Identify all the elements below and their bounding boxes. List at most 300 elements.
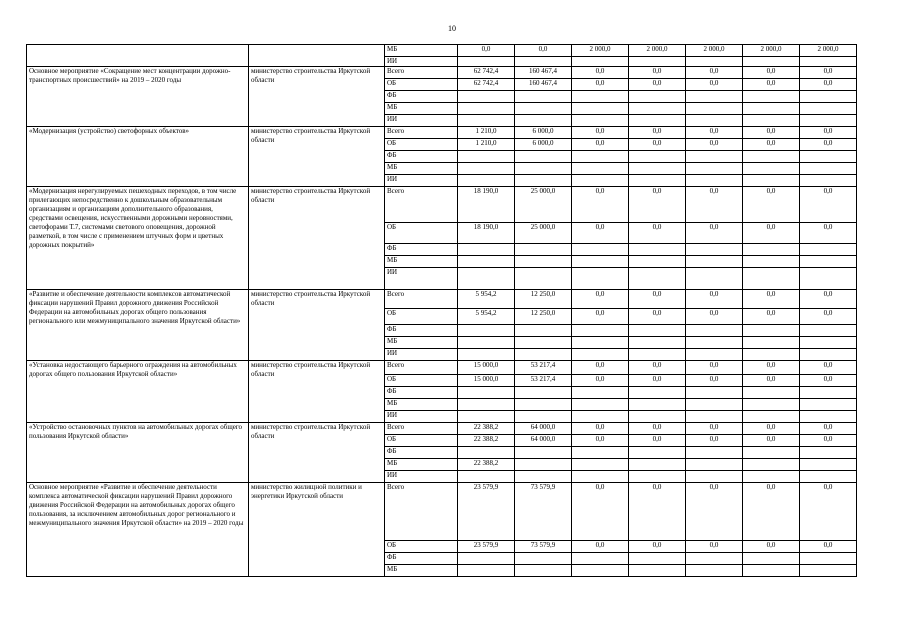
funding-source-cell: МБ: [385, 459, 458, 471]
amount-cell: [800, 471, 857, 483]
amount-cell: [629, 268, 686, 290]
amount-cell: [572, 553, 629, 565]
amount-cell: 0,0: [629, 187, 686, 223]
amount-cell: [800, 553, 857, 565]
funding-source-cell: ОБ: [385, 223, 458, 244]
amount-cell: [458, 91, 515, 103]
amount-cell: 0,0: [800, 309, 857, 325]
funding-source-cell: ОБ: [385, 79, 458, 91]
amount-cell: 0,0: [800, 375, 857, 387]
amount-cell: 0,0: [629, 483, 686, 541]
funding-source-cell: ФБ: [385, 91, 458, 103]
amount-cell: 0,0: [572, 423, 629, 435]
amount-cell: 0,0: [743, 290, 800, 309]
funding-source-cell: ФБ: [385, 447, 458, 459]
amount-cell: 0,0: [572, 290, 629, 309]
responsible-org-cell: министерство строительства Иркутской области: [249, 423, 385, 483]
amount-cell: 0,0: [743, 375, 800, 387]
amount-cell: [629, 175, 686, 187]
amount-cell: 0,0: [629, 79, 686, 91]
amount-cell: [458, 387, 515, 399]
amount-cell: [629, 57, 686, 67]
amount-cell: 53 217,4: [515, 375, 572, 387]
amount-cell: [743, 411, 800, 423]
measure-description-cell: [27, 45, 249, 67]
funding-source-cell: ОБ: [385, 375, 458, 387]
amount-cell: 2 000,0: [629, 45, 686, 57]
amount-cell: [572, 447, 629, 459]
amount-cell: 0,0: [686, 375, 743, 387]
amount-cell: 0,0: [629, 223, 686, 244]
amount-cell: [686, 553, 743, 565]
measure-description-cell: «Установка недостающего барьерного ограждения на автомобильных дорогах общего пользования Иркутской области»: [27, 361, 249, 423]
amount-cell: 0,0: [572, 67, 629, 79]
amount-cell: 0,0: [629, 541, 686, 553]
funding-source-cell: ФБ: [385, 387, 458, 399]
amount-cell: [458, 411, 515, 423]
amount-cell: [800, 565, 857, 577]
amount-cell: [800, 268, 857, 290]
amount-cell: [743, 553, 800, 565]
amount-cell: 0,0: [629, 375, 686, 387]
amount-cell: [629, 163, 686, 175]
amount-cell: 1 210,0: [458, 139, 515, 151]
amount-cell: 2 000,0: [800, 45, 857, 57]
funding-source-cell: МБ: [385, 45, 458, 57]
amount-cell: [686, 387, 743, 399]
amount-cell: [686, 349, 743, 361]
amount-cell: [629, 337, 686, 349]
amount-cell: [515, 103, 572, 115]
table-row: [27, 187, 857, 223]
amount-cell: [515, 565, 572, 577]
amount-cell: 0,0: [686, 361, 743, 375]
amount-cell: 0,0: [800, 187, 857, 223]
amount-cell: [458, 337, 515, 349]
amount-cell: [743, 103, 800, 115]
amount-cell: [800, 151, 857, 163]
amount-cell: 0,0: [800, 67, 857, 79]
amount-cell: [458, 151, 515, 163]
amount-cell: [572, 115, 629, 127]
amount-cell: [686, 163, 743, 175]
amount-cell: 0,0: [743, 139, 800, 151]
amount-cell: 0,0: [800, 435, 857, 447]
budget-table: [26, 44, 857, 577]
amount-cell: [458, 244, 515, 256]
amount-cell: [515, 175, 572, 187]
amount-cell: 160 467,4: [515, 67, 572, 79]
amount-cell: [686, 411, 743, 423]
amount-cell: [743, 163, 800, 175]
amount-cell: 0,0: [743, 187, 800, 223]
amount-cell: 15 000,0: [458, 375, 515, 387]
amount-cell: 0,0: [572, 435, 629, 447]
amount-cell: 0,0: [629, 361, 686, 375]
amount-cell: 0,0: [800, 483, 857, 541]
responsible-org-cell: министерство строительства Иркутской области: [249, 67, 385, 127]
amount-cell: [515, 447, 572, 459]
funding-source-cell: ОБ: [385, 309, 458, 325]
table-row: [27, 361, 857, 375]
amount-cell: 0,0: [743, 309, 800, 325]
amount-cell: 2 000,0: [743, 45, 800, 57]
amount-cell: [458, 565, 515, 577]
amount-cell: 25 000,0: [515, 187, 572, 223]
amount-cell: [515, 387, 572, 399]
amount-cell: 6 000,0: [515, 139, 572, 151]
funding-source-cell: ИИ: [385, 57, 458, 67]
amount-cell: [686, 151, 743, 163]
amount-cell: [686, 447, 743, 459]
responsible-org-cell: министерство жилищной политики и энергетики Иркутской области: [249, 483, 385, 577]
amount-cell: [572, 268, 629, 290]
amount-cell: 0,0: [572, 127, 629, 139]
amount-cell: 62 742,4: [458, 79, 515, 91]
amount-cell: [458, 447, 515, 459]
amount-cell: 0,0: [800, 139, 857, 151]
amount-cell: [572, 337, 629, 349]
amount-cell: [458, 399, 515, 411]
amount-cell: [743, 325, 800, 337]
amount-cell: [629, 151, 686, 163]
amount-cell: [800, 349, 857, 361]
amount-cell: [629, 399, 686, 411]
amount-cell: [743, 91, 800, 103]
funding-source-cell: МБ: [385, 103, 458, 115]
amount-cell: 73 579,9: [515, 541, 572, 553]
amount-cell: 22 388,2: [458, 435, 515, 447]
amount-cell: 0,0: [743, 435, 800, 447]
amount-cell: [515, 553, 572, 565]
amount-cell: [743, 151, 800, 163]
amount-cell: [515, 325, 572, 337]
amount-cell: 0,0: [743, 361, 800, 375]
amount-cell: [800, 411, 857, 423]
funding-source-cell: ФБ: [385, 244, 458, 256]
table-row: [27, 483, 857, 541]
amount-cell: 18 190,0: [458, 223, 515, 244]
amount-cell: 22 388,2: [458, 459, 515, 471]
amount-cell: [458, 325, 515, 337]
funding-source-cell: МБ: [385, 163, 458, 175]
amount-cell: [629, 447, 686, 459]
amount-cell: 0,0: [686, 541, 743, 553]
amount-cell: [572, 256, 629, 268]
amount-cell: 0,0: [686, 309, 743, 325]
amount-cell: [800, 115, 857, 127]
amount-cell: 0,0: [743, 79, 800, 91]
amount-cell: 0,0: [800, 290, 857, 309]
amount-cell: 0,0: [572, 223, 629, 244]
funding-source-cell: МБ: [385, 337, 458, 349]
amount-cell: [686, 337, 743, 349]
measure-description-cell: Основное мероприятие «Развитие и обеспечение деятельности комплекса автоматической фиксации нарушений Правил дорожного движения Российской Федерации на автомобильных дорогах общего пользования, за исключением автомобильных дорог регионального и межмуниципального значения Иркутской области» на 2019 – 2020 годы: [27, 483, 249, 577]
amount-cell: [743, 57, 800, 67]
funding-source-cell: ИИ: [385, 175, 458, 187]
amount-cell: 0,0: [743, 541, 800, 553]
amount-cell: [629, 471, 686, 483]
amount-cell: [686, 471, 743, 483]
amount-cell: 6 000,0: [515, 127, 572, 139]
amount-cell: [686, 91, 743, 103]
amount-cell: 12 250,0: [515, 290, 572, 309]
amount-cell: 25 000,0: [515, 223, 572, 244]
amount-cell: [743, 387, 800, 399]
amount-cell: [458, 471, 515, 483]
amount-cell: [572, 387, 629, 399]
amount-cell: 64 000,0: [515, 423, 572, 435]
funding-source-cell: Всего: [385, 483, 458, 541]
amount-cell: [629, 387, 686, 399]
amount-cell: [800, 459, 857, 471]
amount-cell: [686, 103, 743, 115]
amount-cell: 0,0: [686, 139, 743, 151]
amount-cell: [800, 325, 857, 337]
table-row: [27, 45, 857, 57]
amount-cell: [686, 459, 743, 471]
funding-source-cell: Всего: [385, 361, 458, 375]
amount-cell: [743, 337, 800, 349]
amount-cell: [515, 151, 572, 163]
amount-cell: [572, 325, 629, 337]
amount-cell: [743, 447, 800, 459]
amount-cell: [686, 565, 743, 577]
amount-cell: [800, 163, 857, 175]
amount-cell: [629, 553, 686, 565]
amount-cell: 0,0: [800, 223, 857, 244]
amount-cell: 0,0: [686, 435, 743, 447]
responsible-org-cell: министерство строительства Иркутской области: [249, 187, 385, 290]
table-row: [27, 127, 857, 139]
amount-cell: 0,0: [743, 67, 800, 79]
budget-table-body: [27, 45, 857, 577]
amount-cell: [800, 57, 857, 67]
amount-cell: 5 954,2: [458, 290, 515, 309]
amount-cell: [743, 268, 800, 290]
amount-cell: 53 217,4: [515, 361, 572, 375]
amount-cell: [458, 57, 515, 67]
funding-source-cell: ОБ: [385, 435, 458, 447]
amount-cell: [629, 244, 686, 256]
amount-cell: [629, 91, 686, 103]
amount-cell: 0,0: [572, 541, 629, 553]
amount-cell: [458, 103, 515, 115]
measure-description-cell: «Модернизация нерегулируемых пешеходных переходов, в том числе прилегающих непосредственно к дошкольным образовательным организациям и организациям дополнительного образования, средствами освещения, искусственными дорожными неровностями, светофорами Т.7, системами светового оповещения, дорожной разметкой, в том числе с применением штучных форм и цветных дорожных покрытий»: [27, 187, 249, 290]
amount-cell: 0,0: [572, 483, 629, 541]
amount-cell: 0,0: [686, 223, 743, 244]
funding-source-cell: ФБ: [385, 325, 458, 337]
amount-cell: [686, 115, 743, 127]
responsible-org-cell: министерство строительства Иркутской области: [249, 127, 385, 187]
funding-source-cell: ИИ: [385, 115, 458, 127]
amount-cell: 0,0: [800, 541, 857, 553]
amount-cell: 0,0: [686, 187, 743, 223]
amount-cell: [686, 399, 743, 411]
table-row: [27, 423, 857, 435]
amount-cell: 5 954,2: [458, 309, 515, 325]
amount-cell: [572, 244, 629, 256]
amount-cell: [572, 459, 629, 471]
responsible-org-cell: министерство строительства Иркутской области: [249, 361, 385, 423]
amount-cell: 0,0: [629, 423, 686, 435]
amount-cell: [515, 337, 572, 349]
responsible-org-cell: [249, 45, 385, 67]
amount-cell: 0,0: [629, 127, 686, 139]
amount-cell: 160 467,4: [515, 79, 572, 91]
funding-source-cell: МБ: [385, 256, 458, 268]
amount-cell: [800, 91, 857, 103]
amount-cell: 0,0: [800, 361, 857, 375]
amount-cell: [743, 459, 800, 471]
measure-description-cell: «Устройство остановочных пунктов на автомобильных дорогах общего пользования Иркутской области»: [27, 423, 249, 483]
amount-cell: [629, 103, 686, 115]
funding-source-cell: ИИ: [385, 411, 458, 423]
amount-cell: [515, 459, 572, 471]
amount-cell: [629, 325, 686, 337]
amount-cell: 0,0: [743, 127, 800, 139]
amount-cell: [515, 57, 572, 67]
amount-cell: 1 210,0: [458, 127, 515, 139]
amount-cell: 18 190,0: [458, 187, 515, 223]
amount-cell: 0,0: [458, 45, 515, 57]
amount-cell: 0,0: [572, 139, 629, 151]
amount-cell: [686, 175, 743, 187]
amount-cell: 2 000,0: [572, 45, 629, 57]
funding-source-cell: Всего: [385, 423, 458, 435]
amount-cell: [743, 256, 800, 268]
funding-source-cell: Всего: [385, 67, 458, 79]
funding-source-cell: МБ: [385, 399, 458, 411]
amount-cell: [572, 471, 629, 483]
amount-cell: [743, 565, 800, 577]
amount-cell: [629, 256, 686, 268]
amount-cell: 23 579,9: [458, 541, 515, 553]
amount-cell: 0,0: [572, 79, 629, 91]
amount-cell: [515, 399, 572, 411]
amount-cell: [515, 411, 572, 423]
amount-cell: [572, 565, 629, 577]
amount-cell: [800, 244, 857, 256]
amount-cell: [458, 349, 515, 361]
amount-cell: [800, 175, 857, 187]
amount-cell: 0,0: [686, 67, 743, 79]
amount-cell: [629, 565, 686, 577]
amount-cell: 0,0: [686, 127, 743, 139]
page-number: 10: [448, 24, 456, 33]
funding-source-cell: ФБ: [385, 553, 458, 565]
amount-cell: [686, 57, 743, 67]
amount-cell: [686, 268, 743, 290]
amount-cell: [743, 399, 800, 411]
funding-source-cell: ФБ: [385, 151, 458, 163]
amount-cell: [572, 103, 629, 115]
funding-source-cell: ИИ: [385, 471, 458, 483]
funding-source-cell: Всего: [385, 290, 458, 309]
amount-cell: 0,0: [800, 79, 857, 91]
amount-cell: [458, 553, 515, 565]
amount-cell: [743, 349, 800, 361]
amount-cell: [572, 411, 629, 423]
amount-cell: [743, 471, 800, 483]
amount-cell: [515, 115, 572, 127]
amount-cell: [515, 91, 572, 103]
amount-cell: 0,0: [686, 423, 743, 435]
amount-cell: 0,0: [629, 435, 686, 447]
amount-cell: 0,0: [629, 67, 686, 79]
amount-cell: 0,0: [572, 187, 629, 223]
amount-cell: 0,0: [629, 139, 686, 151]
amount-cell: 0,0: [629, 290, 686, 309]
amount-cell: [515, 163, 572, 175]
amount-cell: [572, 163, 629, 175]
funding-source-cell: ОБ: [385, 139, 458, 151]
amount-cell: [629, 411, 686, 423]
amount-cell: [572, 399, 629, 411]
amount-cell: 23 579,9: [458, 483, 515, 541]
amount-cell: 0,0: [572, 361, 629, 375]
amount-cell: [629, 349, 686, 361]
amount-cell: [515, 256, 572, 268]
amount-cell: 0,0: [800, 127, 857, 139]
amount-cell: 0,0: [686, 290, 743, 309]
amount-cell: [629, 459, 686, 471]
amount-cell: [800, 399, 857, 411]
responsible-org-cell: министерство строительства Иркутской области: [249, 290, 385, 361]
amount-cell: [458, 256, 515, 268]
amount-cell: 62 742,4: [458, 67, 515, 79]
measure-description-cell: Основное мероприятие «Сокращение мест концентрации дорожно-транспортных происшествий» на 2019 – 2020 годы: [27, 67, 249, 127]
amount-cell: [572, 91, 629, 103]
funding-source-cell: Всего: [385, 127, 458, 139]
amount-cell: 0,0: [743, 483, 800, 541]
funding-source-cell: МБ: [385, 565, 458, 577]
amount-cell: 0,0: [800, 423, 857, 435]
amount-cell: [515, 349, 572, 361]
funding-source-cell: ОБ: [385, 541, 458, 553]
amount-cell: 0,0: [572, 375, 629, 387]
amount-cell: [800, 337, 857, 349]
amount-cell: [458, 175, 515, 187]
amount-cell: [686, 244, 743, 256]
amount-cell: 64 000,0: [515, 435, 572, 447]
amount-cell: 0,0: [743, 223, 800, 244]
amount-cell: [458, 163, 515, 175]
amount-cell: [800, 447, 857, 459]
amount-cell: [458, 268, 515, 290]
amount-cell: 15 000,0: [458, 361, 515, 375]
amount-cell: 22 388,2: [458, 423, 515, 435]
amount-cell: [743, 175, 800, 187]
amount-cell: 0,0: [629, 309, 686, 325]
amount-cell: [743, 115, 800, 127]
amount-cell: [800, 256, 857, 268]
amount-cell: [572, 57, 629, 67]
amount-cell: [686, 256, 743, 268]
measure-description-cell: «Развитие и обеспечение деятельности комплексов автоматической фиксации нарушений Правил дорожного движения Российской Федерации на автомобильных дорогах общего пользования регионального или межмуниципального значения Иркутской области»: [27, 290, 249, 361]
amount-cell: [629, 115, 686, 127]
amount-cell: 2 000,0: [686, 45, 743, 57]
amount-cell: [515, 268, 572, 290]
amount-cell: [515, 244, 572, 256]
amount-cell: [515, 471, 572, 483]
amount-cell: 73 579,9: [515, 483, 572, 541]
amount-cell: [686, 325, 743, 337]
amount-cell: [800, 103, 857, 115]
amount-cell: 0,0: [515, 45, 572, 57]
table-row: [27, 67, 857, 79]
amount-cell: [572, 349, 629, 361]
